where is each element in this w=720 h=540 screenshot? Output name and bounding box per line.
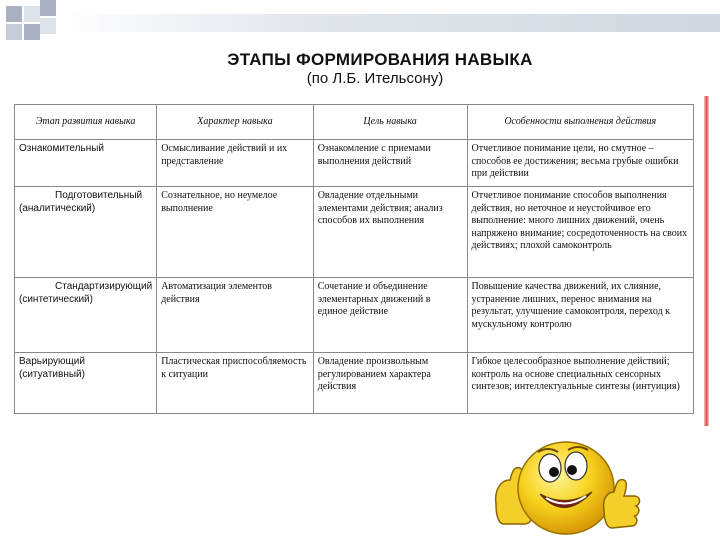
character-cell: Автоматизация элементов действия (157, 278, 313, 353)
stage-cell: Подготовительный (аналитический) (15, 187, 157, 278)
stages-table (14, 104, 694, 414)
goal-cell: Овладение произвольным регулированием характера действия (313, 353, 467, 414)
decor-square (40, 18, 56, 34)
table-row (15, 278, 694, 353)
decor-square (6, 6, 22, 22)
goal-cell: Овладение отдельными элементами действия; анализ способов их выполнения (313, 187, 467, 278)
features-cell: Отчетливое понимание способов выполнения действия, но неточное и неустойчивое его выполнение: много лишних движений, очень напряжено внимание; сосредоточенность на своих действиях; плохой самоконтроль (467, 187, 694, 278)
decor-square (6, 24, 22, 40)
table-row (15, 140, 694, 187)
column-header-character: Характер навыка (157, 105, 313, 140)
goal-cell: Сочетание и объединение элементарных движений в единое действие (313, 278, 467, 353)
column-header-stage: Этап развития навыка (15, 105, 157, 140)
features-cell: Гибкое целесообразное выполнение действий; контроль на основе специальных сенсорных синтезов; интеллектуальные синтезы (интуиция) (467, 353, 694, 414)
table-header-row (15, 105, 694, 140)
stage-cell: Варьирующий (ситуативный) (15, 353, 157, 414)
decor-square (40, 0, 56, 16)
page-subtitle: (по Л.Б. Ительсону) (306, 70, 444, 87)
character-cell: Осмысливание действий и их представление (157, 140, 313, 187)
stage-cell: Ознакомительный (15, 140, 157, 187)
column-header-goal: Цель навыка (313, 105, 467, 140)
character-cell: Сознательное, но неумелое выполнение (157, 187, 313, 278)
features-cell: Повышение качества движений, их слияние, устранение лишних, перенос внимания на результат, улучшение самоконтроля, переход к мускульному контролю (467, 278, 694, 353)
thumbs-up-smiley-icon (484, 418, 644, 540)
features-cell: Отчетливое понимание цели, но смутное – способов ее достижения; весьма грубые ошибки при действии (467, 140, 694, 187)
column-header-features: Особенности выполнения действия (467, 105, 694, 140)
table-row (15, 187, 694, 278)
stage-cell: Стандартизирующий (синтетический) (15, 278, 157, 353)
side-accent-bar (704, 96, 709, 426)
character-cell: Пластическая приспособляемость к ситуации (157, 353, 313, 414)
decor-square (24, 6, 40, 22)
goal-cell: Ознакомление с приемами выполнения действий (313, 140, 467, 187)
page-title: ЭТАПЫ ФОРМИРОВАНИЯ НАВЫКА (227, 50, 533, 69)
header-band (56, 14, 720, 32)
decor-square (24, 24, 40, 40)
table-row (15, 353, 694, 414)
